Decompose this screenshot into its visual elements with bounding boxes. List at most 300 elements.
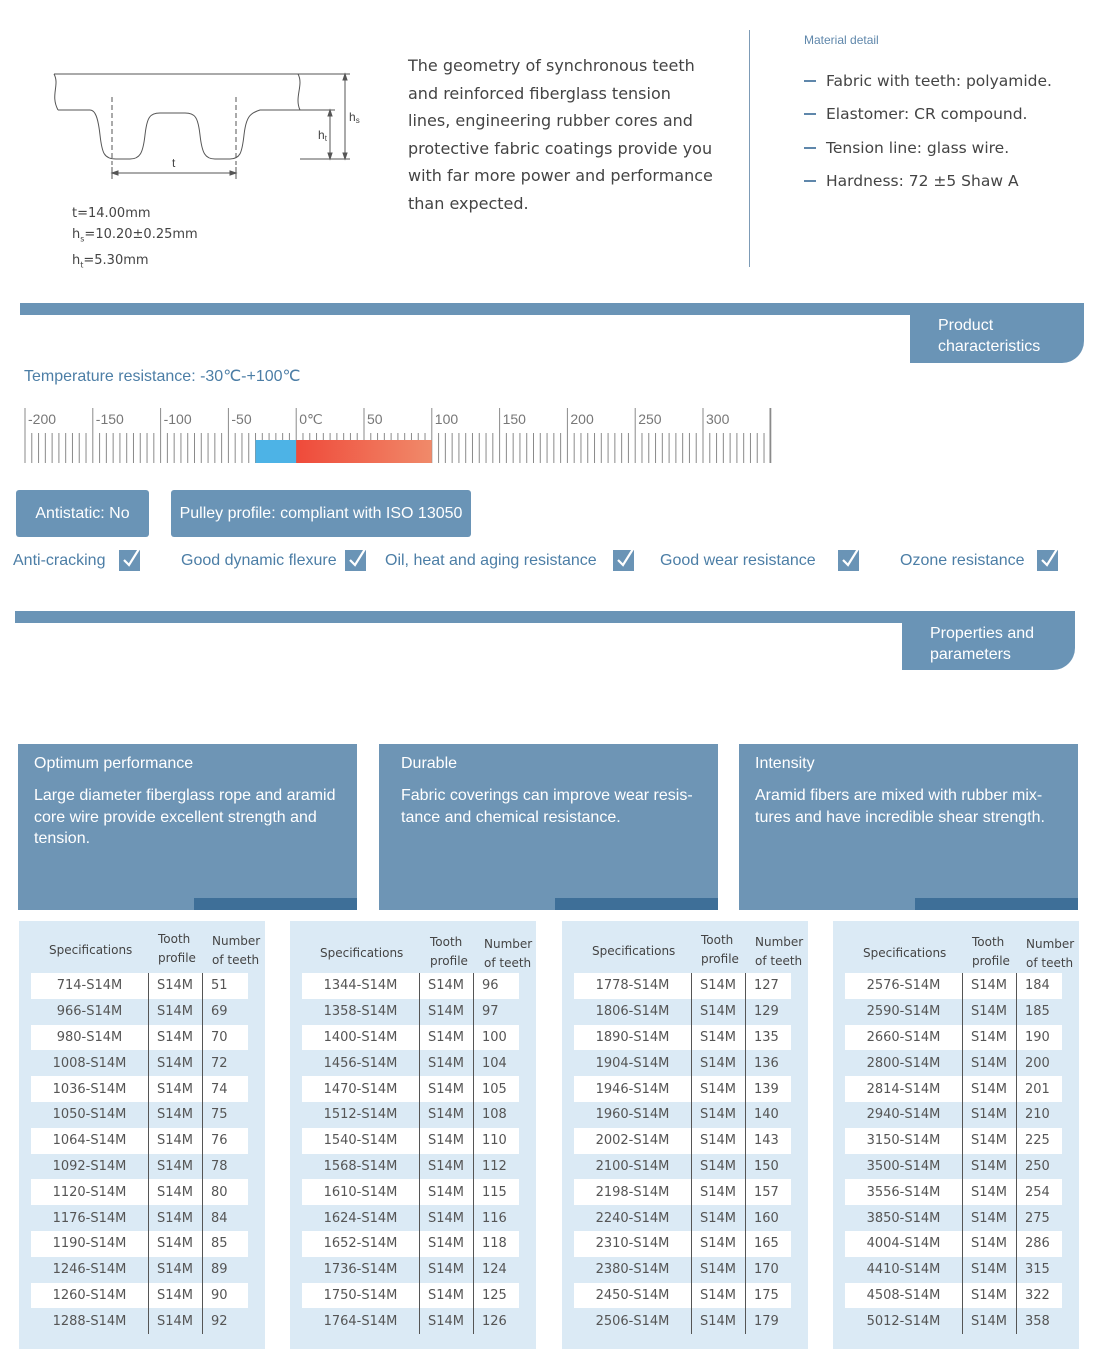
header-profile: profile	[158, 951, 196, 965]
dash-icon	[804, 113, 816, 115]
teeth-count-cell: 157	[745, 1179, 791, 1205]
teeth-count-cell: 92	[202, 1308, 248, 1334]
teeth-count-cell: 160	[745, 1205, 791, 1231]
pulley-profile-badge: Pulley profile: compliant with ISO 13050	[171, 490, 471, 537]
spec-cell: 2380-S14M	[574, 1257, 691, 1283]
scale-tick-label: -100	[163, 411, 192, 427]
table-row	[302, 1025, 519, 1051]
table-row	[845, 1231, 1062, 1257]
spec-cell: 714-S14M	[31, 973, 148, 999]
tooth-profile-cell: S14M	[419, 1257, 473, 1283]
tooth-profile-cell: S14M	[148, 1283, 202, 1309]
header-tooth: Tooth	[158, 932, 191, 946]
table-row	[845, 1076, 1062, 1102]
teeth-count-cell: 143	[745, 1128, 791, 1154]
teeth-count-cell: 69	[202, 999, 248, 1025]
table-row	[302, 1128, 519, 1154]
spec-cell: 1946-S14M	[574, 1076, 691, 1102]
card-title: Optimum performance	[34, 755, 194, 772]
feature-anti-cracking: Anti-cracking	[13, 550, 140, 571]
card-optimum-performance	[18, 744, 357, 910]
tooth-profile-cell: S14M	[962, 1102, 1016, 1128]
tooth-specs	[72, 203, 198, 275]
table-body	[31, 973, 248, 1334]
table-row	[574, 1050, 791, 1076]
table-row	[31, 999, 248, 1025]
tooth-profile-cell: S14M	[148, 1179, 202, 1205]
spec-pitch: t=14.00mm	[72, 206, 151, 221]
material-detail-title: Material detail	[804, 33, 879, 47]
tooth-profile-cell: S14M	[962, 1308, 1016, 1334]
temperature-range-hot	[296, 440, 432, 463]
tooth-profile-cell: S14M	[148, 1231, 202, 1257]
tooth-profile-cell: S14M	[148, 1257, 202, 1283]
spec-cell: 1610-S14M	[302, 1179, 419, 1205]
teeth-count-cell: 104	[473, 1050, 519, 1076]
table-row	[31, 1231, 248, 1257]
table-row	[302, 1205, 519, 1231]
header-tooth: Tooth	[430, 935, 463, 949]
card-text: Aramid fibers are mixed with rubber mix-tures and have incredible shear strength.	[755, 787, 1045, 826]
dash-icon	[804, 147, 816, 149]
teeth-count-cell: 116	[473, 1205, 519, 1231]
tooth-profile-cell: S14M	[419, 999, 473, 1025]
tooth-profile-cell: S14M	[962, 999, 1016, 1025]
table-row	[574, 1179, 791, 1205]
scale-tick-label: -50	[231, 411, 252, 427]
table-row	[574, 973, 791, 999]
spec-cell: 1736-S14M	[302, 1257, 419, 1283]
spec-cell: 1246-S14M	[31, 1257, 148, 1283]
tooth-profile-cell: S14M	[419, 973, 473, 999]
spec-cell: 1344-S14M	[302, 973, 419, 999]
scale-tick-label: 150	[502, 411, 526, 427]
card-durable	[379, 744, 718, 910]
table-row	[302, 973, 519, 999]
spec-cell: 980-S14M	[31, 1025, 148, 1051]
card-accent	[194, 898, 357, 910]
spec-cell: 1764-S14M	[302, 1308, 419, 1334]
table-row	[574, 999, 791, 1025]
spec-cell: 1806-S14M	[574, 999, 691, 1025]
teeth-count-cell: 275	[1016, 1205, 1062, 1231]
card-text: Fabric coverings can improve wear resis-tance and chemical resistance.	[401, 787, 693, 826]
table-row	[31, 1102, 248, 1128]
table-row	[302, 1283, 519, 1309]
teeth-count-cell: 100	[473, 1025, 519, 1051]
tooth-profile-cell: S14M	[419, 1308, 473, 1334]
table-row	[845, 1025, 1062, 1051]
tooth-profile-cell: S14M	[691, 1154, 745, 1180]
tooth-profile-diagram	[40, 55, 380, 195]
scale-tick-label: -200	[28, 411, 57, 427]
ht-label: ht	[318, 128, 327, 143]
tooth-profile-cell: S14M	[148, 1076, 202, 1102]
spec-cell: 2590-S14M	[845, 999, 962, 1025]
teeth-count-cell: 139	[745, 1076, 791, 1102]
table-header	[19, 921, 265, 973]
table-row	[574, 1128, 791, 1154]
spec-cell: 2506-S14M	[574, 1308, 691, 1334]
spec-cell: 1288-S14M	[31, 1308, 148, 1334]
card-intensity	[739, 744, 1078, 910]
tooth-profile-cell: S14M	[148, 1025, 202, 1051]
spec-cell: 2198-S14M	[574, 1179, 691, 1205]
tooth-profile-cell: S14M	[691, 973, 745, 999]
spec-cell: 1260-S14M	[31, 1283, 148, 1309]
teeth-count-cell: 84	[202, 1205, 248, 1231]
teeth-count-cell: 97	[473, 999, 519, 1025]
table-row	[302, 1308, 519, 1334]
spec-cell: 1456-S14M	[302, 1050, 419, 1076]
teeth-count-cell: 135	[745, 1025, 791, 1051]
section-title-product: Product characteristics	[910, 303, 1084, 363]
table-row	[574, 1154, 791, 1180]
tooth-profile-cell: S14M	[691, 1179, 745, 1205]
tooth-profile-cell: S14M	[419, 1231, 473, 1257]
teeth-count-cell: 175	[745, 1283, 791, 1309]
t-label: t	[172, 156, 176, 170]
teeth-count-cell: 85	[202, 1231, 248, 1257]
tooth-profile-cell: S14M	[691, 1205, 745, 1231]
scale-tick-label: 50	[367, 411, 383, 427]
spec-hs: $h_s=10.20\pm 0.25mm$	[72, 227, 198, 244]
teeth-count-cell: 80	[202, 1179, 248, 1205]
teeth-count-cell: 89	[202, 1257, 248, 1283]
teeth-count-cell: 225	[1016, 1128, 1062, 1154]
table-header	[290, 921, 536, 973]
table-row	[31, 1257, 248, 1283]
spec-cell: 3150-S14M	[845, 1128, 962, 1154]
tooth-profile-cell: S14M	[419, 1128, 473, 1154]
header-profile: profile	[430, 954, 468, 968]
table-row	[31, 1154, 248, 1180]
teeth-count-cell: 140	[745, 1102, 791, 1128]
table-header	[833, 921, 1079, 973]
teeth-count-cell: 75	[202, 1102, 248, 1128]
material-item: Elastomer: CR compound.	[804, 98, 1052, 132]
card-title: Intensity	[755, 755, 815, 772]
table-body	[845, 973, 1062, 1334]
teeth-count-cell: 51	[202, 973, 248, 999]
teeth-count-cell: 105	[473, 1076, 519, 1102]
table-row	[845, 1128, 1062, 1154]
teeth-count-cell: 78	[202, 1154, 248, 1180]
table-row	[31, 1308, 248, 1334]
table-row	[31, 1025, 248, 1051]
teeth-count-cell: 201	[1016, 1076, 1062, 1102]
teeth-count-cell: 210	[1016, 1102, 1062, 1128]
tooth-profile-cell: S14M	[419, 1154, 473, 1180]
tooth-profile-cell: S14M	[419, 1050, 473, 1076]
teeth-count-cell: 150	[745, 1154, 791, 1180]
table-row	[302, 1154, 519, 1180]
tooth-profile-cell: S14M	[962, 1231, 1016, 1257]
table-row	[302, 1257, 519, 1283]
header-specifications: Specifications	[49, 943, 133, 957]
tooth-profile-cell: S14M	[691, 1283, 745, 1309]
header-of-teeth: of teeth	[1026, 956, 1074, 970]
table-row	[574, 1076, 791, 1102]
tooth-profile-cell: S14M	[691, 1025, 745, 1051]
spec-cell: 1512-S14M	[302, 1102, 419, 1128]
tooth-profile-cell: S14M	[691, 1076, 745, 1102]
teeth-count-cell: 125	[473, 1283, 519, 1309]
material-list	[804, 64, 1052, 198]
tooth-profile-cell: S14M	[691, 1050, 745, 1076]
teeth-count-cell: 200	[1016, 1050, 1062, 1076]
spec-cell: 1358-S14M	[302, 999, 419, 1025]
spec-cell: 1540-S14M	[302, 1128, 419, 1154]
tooth-profile-cell: S14M	[148, 1154, 202, 1180]
table-row	[845, 999, 1062, 1025]
tooth-profile-cell: S14M	[148, 1050, 202, 1076]
hs-label: hs	[349, 110, 360, 125]
tooth-profile-cell: S14M	[419, 1102, 473, 1128]
spec-cell: 3500-S14M	[845, 1154, 962, 1180]
spec-cell: 2240-S14M	[574, 1205, 691, 1231]
table-row	[574, 1308, 791, 1334]
spec-cell: 1652-S14M	[302, 1231, 419, 1257]
dash-icon	[804, 80, 816, 82]
teeth-count-cell: 124	[473, 1257, 519, 1283]
header-specifications: Specifications	[592, 944, 676, 958]
spec-cell: 2576-S14M	[845, 973, 962, 999]
checkbox-icon	[119, 550, 140, 571]
table-row	[302, 1076, 519, 1102]
header-of-teeth: of teeth	[212, 953, 260, 967]
card-title: Durable	[401, 755, 458, 772]
tooth-profile-cell: S14M	[962, 1205, 1016, 1231]
scale-tick-label: 0℃	[299, 411, 323, 427]
spec-cell: 966-S14M	[31, 999, 148, 1025]
feature-dynamic-flexure: Good dynamic flexure	[181, 550, 366, 571]
teeth-count-cell: 185	[1016, 999, 1062, 1025]
tooth-profile-cell: S14M	[148, 999, 202, 1025]
header-specifications: Specifications	[863, 946, 947, 960]
spec-cell: 1008-S14M	[31, 1050, 148, 1076]
section-title-properties: Properties and parameters	[902, 611, 1075, 670]
spec-table-1	[19, 921, 265, 1349]
table-row	[302, 1102, 519, 1128]
temperature-range-cold	[256, 440, 297, 463]
tooth-profile-cell: S14M	[962, 1076, 1016, 1102]
spec-cell: 1470-S14M	[302, 1076, 419, 1102]
spec-ht: $h_t=5.30mm$	[72, 252, 149, 270]
tooth-profile-cell: S14M	[962, 1257, 1016, 1283]
teeth-count-cell: 70	[202, 1025, 248, 1051]
tooth-profile-cell: S14M	[962, 973, 1016, 999]
spec-cell: 1064-S14M	[31, 1128, 148, 1154]
teeth-count-cell: 115	[473, 1179, 519, 1205]
feature-oil-heat-aging: Oil, heat and aging resistance	[385, 550, 634, 571]
teeth-count-cell: 170	[745, 1257, 791, 1283]
material-item: Hardness: 72 ±5 Shaw A	[804, 165, 1052, 199]
teeth-count-cell: 322	[1016, 1283, 1062, 1309]
table-header	[562, 921, 808, 973]
table-row	[31, 1205, 248, 1231]
table-row	[31, 1179, 248, 1205]
table-row	[31, 973, 248, 999]
header-number: Number	[484, 937, 533, 951]
feature-ozone-resistance: Ozone resistance	[900, 550, 1058, 571]
header-of-teeth: of teeth	[484, 956, 532, 970]
scale-tick-label: 200	[570, 411, 594, 427]
tooth-profile-cell: S14M	[419, 1205, 473, 1231]
material-item: Tension line: glass wire.	[804, 131, 1052, 165]
table-row	[845, 1179, 1062, 1205]
header-tooth: Tooth	[972, 935, 1005, 949]
tooth-profile-cell: S14M	[962, 1050, 1016, 1076]
tooth-profile-cell: S14M	[148, 973, 202, 999]
divider	[749, 30, 750, 267]
teeth-count-cell: 127	[745, 973, 791, 999]
tooth-profile-cell: S14M	[962, 1283, 1016, 1309]
teeth-count-cell: 126	[473, 1308, 519, 1334]
table-row	[31, 1050, 248, 1076]
tooth-profile-cell: S14M	[691, 999, 745, 1025]
spec-cell: 2100-S14M	[574, 1154, 691, 1180]
checkbox-icon	[613, 550, 634, 571]
teeth-count-cell: 118	[473, 1231, 519, 1257]
tooth-profile-cell: S14M	[148, 1102, 202, 1128]
header-number: Number	[755, 935, 804, 949]
header-profile: profile	[972, 954, 1010, 968]
teeth-count-cell: 315	[1016, 1257, 1062, 1283]
teeth-count-cell: 72	[202, 1050, 248, 1076]
scale-tick-label: -150	[95, 411, 124, 427]
tooth-profile-cell: S14M	[691, 1308, 745, 1334]
tooth-profile-cell: S14M	[148, 1205, 202, 1231]
card-accent	[915, 898, 1078, 910]
card-accent	[555, 898, 718, 910]
scale-tick-label: 300	[706, 411, 730, 427]
card-text: Large diameter fiberglass rope and aramid core wire provide excellent strength and tension.	[34, 787, 336, 847]
table-row	[574, 1283, 791, 1309]
tooth-profile-cell: S14M	[419, 1179, 473, 1205]
spec-cell: 1036-S14M	[31, 1076, 148, 1102]
temperature-scale	[20, 405, 780, 467]
tooth-profile-cell: S14M	[419, 1076, 473, 1102]
table-row	[845, 1257, 1062, 1283]
teeth-count-cell: 108	[473, 1102, 519, 1128]
tooth-profile-cell: S14M	[419, 1025, 473, 1051]
feature-wear-resistance: Good wear resistance	[660, 550, 859, 571]
spec-table-4	[833, 921, 1079, 1349]
header-tooth: Tooth	[701, 933, 734, 947]
header-profile: profile	[701, 952, 739, 966]
teeth-count-cell: 179	[745, 1308, 791, 1334]
spec-cell: 1890-S14M	[574, 1025, 691, 1051]
tooth-profile-cell: S14M	[962, 1154, 1016, 1180]
spec-cell: 1092-S14M	[31, 1154, 148, 1180]
teeth-count-cell: 184	[1016, 973, 1062, 999]
spec-cell: 1176-S14M	[31, 1205, 148, 1231]
tooth-profile-cell: S14M	[148, 1308, 202, 1334]
spec-cell: 2800-S14M	[845, 1050, 962, 1076]
header-of-teeth: of teeth	[755, 954, 803, 968]
teeth-count-cell: 74	[202, 1076, 248, 1102]
dash-icon	[804, 180, 816, 182]
tooth-profile-cell: S14M	[962, 1128, 1016, 1154]
teeth-count-cell: 76	[202, 1128, 248, 1154]
table-row	[845, 973, 1062, 999]
table-row	[845, 1283, 1062, 1309]
table-row	[302, 999, 519, 1025]
header-number: Number	[212, 934, 261, 948]
tooth-profile-cell: S14M	[962, 1179, 1016, 1205]
teeth-count-cell: 129	[745, 999, 791, 1025]
spec-cell: 1400-S14M	[302, 1025, 419, 1051]
teeth-count-cell: 190	[1016, 1025, 1062, 1051]
spec-cell: 2450-S14M	[574, 1283, 691, 1309]
teeth-count-cell: 110	[473, 1128, 519, 1154]
table-row	[845, 1308, 1062, 1334]
table-row	[302, 1050, 519, 1076]
header-specifications: Specifications	[320, 946, 404, 960]
checkbox-icon	[345, 550, 366, 571]
spec-cell: 5012-S14M	[845, 1308, 962, 1334]
tooth-profile-cell: S14M	[691, 1102, 745, 1128]
spec-cell: 1050-S14M	[31, 1102, 148, 1128]
spec-cell: 1778-S14M	[574, 973, 691, 999]
spec-table-3	[562, 921, 808, 1349]
table-body	[574, 973, 791, 1334]
table-row	[574, 1025, 791, 1051]
table-row	[302, 1179, 519, 1205]
checkbox-icon	[838, 550, 859, 571]
spec-cell: 1624-S14M	[302, 1205, 419, 1231]
spec-cell: 3850-S14M	[845, 1205, 962, 1231]
spec-cell: 2002-S14M	[574, 1128, 691, 1154]
temperature-label: Temperature resistance: -30℃-+100℃	[24, 368, 301, 385]
teeth-count-cell: 250	[1016, 1154, 1062, 1180]
spec-cell: 4508-S14M	[845, 1283, 962, 1309]
antistatic-badge: Antistatic: No	[16, 490, 149, 537]
tooth-profile-cell: S14M	[691, 1128, 745, 1154]
teeth-count-cell: 165	[745, 1231, 791, 1257]
spec-cell: 1190-S14M	[31, 1231, 148, 1257]
spec-cell: 3556-S14M	[845, 1179, 962, 1205]
spec-cell: 1750-S14M	[302, 1283, 419, 1309]
table-row	[845, 1102, 1062, 1128]
table-body	[302, 973, 519, 1334]
scale-tick-label: 250	[638, 411, 662, 427]
spec-cell: 4004-S14M	[845, 1231, 962, 1257]
table-row	[31, 1283, 248, 1309]
spec-cell: 1960-S14M	[574, 1102, 691, 1128]
table-row	[574, 1102, 791, 1128]
intro-paragraph: The geometry of synchronous teeth and reinforced fiberglass tension lines, engineering rubber cores and protective fabric coatings provide you with far more power and performance than expected.	[408, 56, 713, 213]
table-row	[574, 1257, 791, 1283]
teeth-count-cell: 96	[473, 973, 519, 999]
spec-cell: 2660-S14M	[845, 1025, 962, 1051]
teeth-count-cell: 136	[745, 1050, 791, 1076]
tooth-profile-cell: S14M	[419, 1283, 473, 1309]
checkbox-icon	[1037, 550, 1058, 571]
teeth-count-cell: 254	[1016, 1179, 1062, 1205]
table-row	[31, 1128, 248, 1154]
spec-cell: 1568-S14M	[302, 1154, 419, 1180]
spec-table-2	[290, 921, 536, 1349]
material-item: Fabric with teeth: polyamide.	[804, 64, 1052, 98]
table-row	[845, 1154, 1062, 1180]
tooth-profile-cell: S14M	[691, 1231, 745, 1257]
spec-cell: 1904-S14M	[574, 1050, 691, 1076]
spec-cell: 4410-S14M	[845, 1257, 962, 1283]
spec-cell: 2940-S14M	[845, 1102, 962, 1128]
teeth-count-cell: 112	[473, 1154, 519, 1180]
